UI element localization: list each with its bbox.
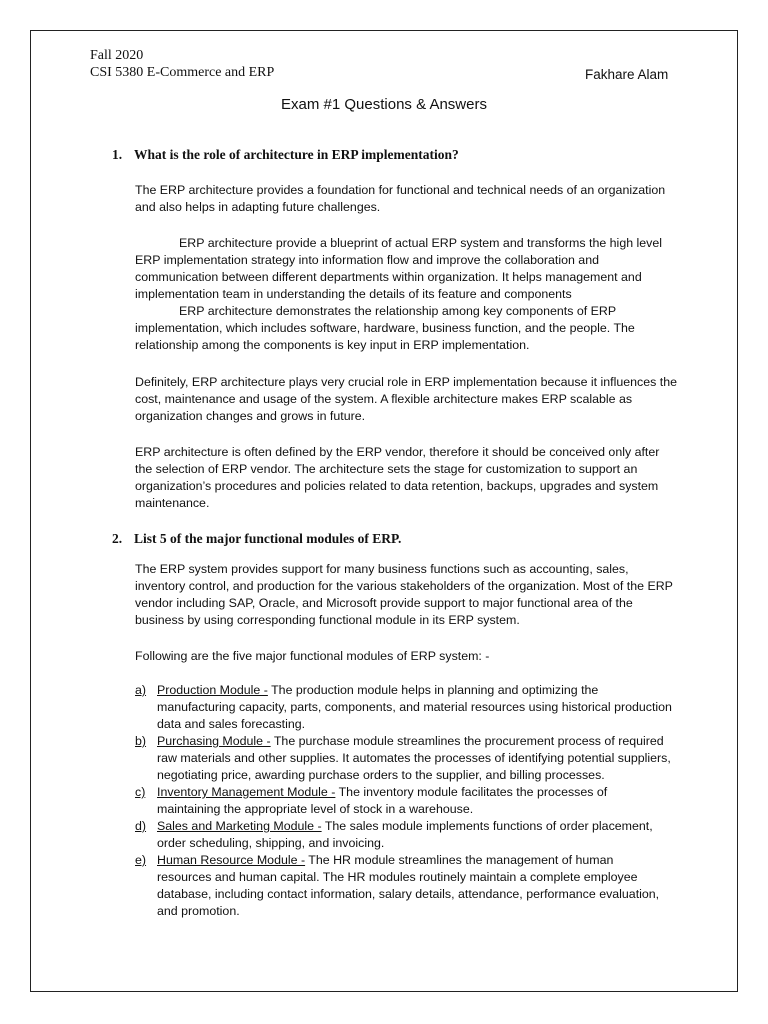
module-description-start: The purchase module streamlines the procurement process of required (270, 734, 664, 748)
module-description-start: The production module helps in planning and optimizing the (267, 683, 599, 697)
module-description-start: The sales module implements functions of order placement, (321, 819, 653, 833)
question-1-heading (112, 147, 459, 163)
course-label: CSI 5380 E-Commerce and ERP (90, 65, 275, 80)
question-1-number: 1. (112, 147, 123, 162)
module-description-rest: manufacturing capacity, parts, components, and material resources using historical production data and sales forecasting. (157, 700, 672, 731)
module-description-rest: resources and human capital. The HR modules routinely maintain a complete employee database, including contact information, salary details, attendance, performance evaluation, and promotion. (157, 870, 660, 918)
list-item-marker: d) (135, 819, 147, 833)
question-2-heading (112, 531, 401, 547)
module-name: Purchasing Module - (157, 734, 271, 748)
modules-list (135, 682, 680, 920)
module-name: Production Module - (157, 683, 268, 697)
module-name: Sales and Marketing Module - (157, 819, 322, 833)
module-name: Human Resource Module - (157, 853, 306, 867)
list-item (135, 852, 680, 920)
list-item-marker: a) (135, 683, 147, 697)
question-2-number: 2. (112, 531, 123, 546)
list-item-marker: b) (135, 734, 147, 748)
page-title: Exam #1 Questions & Answers (281, 96, 487, 113)
module-description-rest: raw materials and other supplies. It automates the processes of identifying potential suppliers, negotiating price, awarding purchase orders to the supplier, and billing processes. (157, 751, 671, 782)
module-description-rest: maintaining the appropriate level of stock in a warehouse. (157, 802, 474, 816)
q1-paragraph-2: ERP architecture provide a blueprint of actual ERP system and transforms the high level ERP implementation strategy into information flow and improve the collaboration and communication between different departments within organization. It helps management and implementation team in understanding the details of its feature and components (135, 236, 663, 301)
module-description-start: The inventory module facilitates the processes of (335, 785, 608, 799)
author-label: Fakhare Alam (585, 67, 669, 82)
question-1-text: What is the role of architecture in ERP implementation? (134, 147, 459, 162)
term-label: Fall 2020 (90, 48, 144, 63)
list-item-marker: e) (135, 853, 147, 867)
list-item (135, 733, 680, 784)
q2-paragraph-2: Following are the five major functional modules of ERP system: - (135, 649, 490, 663)
list-item-marker: c) (135, 785, 146, 799)
question-2-text: List 5 of the major functional modules of ERP. (134, 531, 402, 546)
q1-paragraph-5: ERP architecture is often defined by the ERP vendor, therefore it should be conceived only after the selection of ERP vendor. The architecture sets the stage for customization to support an organization’s procedures and policies related to data retention, backups, upgrades and system maintenance. (135, 445, 660, 510)
q2-paragraph-1: The ERP system provides support for many business functions such as accounting, sales, inventory control, and production for the various stakeholders of the organization. Most of the ERP vendor including SAP, Oracle, and Microsoft provide support to major functional area of the business by using corresponding functional module in its ERP system. (135, 562, 673, 627)
list-item (135, 818, 680, 852)
module-description-rest: order scheduling, shipping, and invoicing. (157, 836, 385, 850)
q1-paragraph-1: The ERP architecture provides a foundation for functional and technical needs of an organization and also helps in adapting future challenges. (135, 183, 666, 214)
q1-paragraph-3: ERP architecture demonstrates the relationship among key components of ERP implementation, which includes software, hardware, business function, and the people. The relationship among the components is key input in ERP implementation. (135, 304, 635, 352)
module-description-start: The HR module streamlines the management of human (305, 853, 614, 867)
list-item (135, 682, 680, 733)
module-name: Inventory Management Module - (157, 785, 336, 799)
q1-paragraph-4: Definitely, ERP architecture plays very crucial role in ERP implementation because it influences the cost, maintenance and usage of the system. A flexible architecture makes ERP scalable as organization changes and grows in future. (135, 375, 678, 423)
list-item (135, 784, 680, 818)
